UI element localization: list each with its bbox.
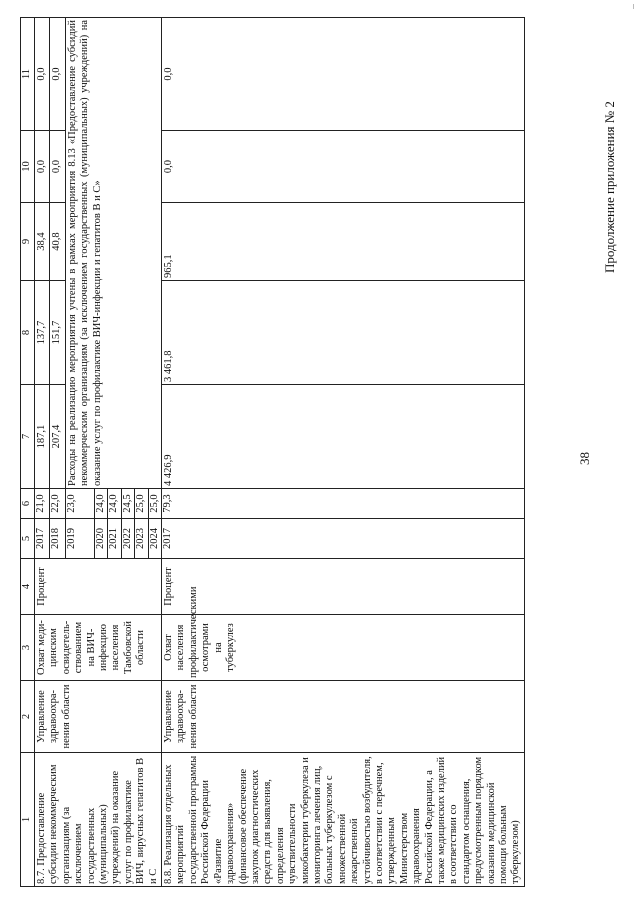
cost-total: 187,1 xyxy=(35,385,50,489)
cost-total: 207,4 xyxy=(50,385,65,489)
table-row xyxy=(162,18,525,887)
indicator-name: Охват меди-цинским освидетель-ствованием на ВИЧ-инфекцию населения Тамбовской области xyxy=(35,615,162,681)
unit: Процент xyxy=(162,559,525,615)
column-number: 10 xyxy=(21,131,35,203)
indicator-value: 24,0 xyxy=(95,489,108,519)
column-number: 5 xyxy=(21,519,35,559)
table-row xyxy=(35,18,50,887)
column-number: 6 xyxy=(21,489,35,519)
column-number: 11 xyxy=(21,18,35,131)
indicator-value: 24,0 xyxy=(108,489,121,519)
column-number: 2 xyxy=(21,681,35,753)
cost-federal: 151,7 xyxy=(50,281,65,385)
indicator-value: 22,0 xyxy=(50,489,65,519)
indicator-value: 25,0 xyxy=(135,489,148,519)
continuation-heading: Продолжение приложения № 2 xyxy=(602,101,617,273)
indicator-value: 79,3 xyxy=(162,489,525,519)
year: 2022 xyxy=(121,519,134,559)
page-number: 38 xyxy=(577,452,592,465)
year: 2020 xyxy=(95,519,108,559)
year: 2018 xyxy=(50,519,65,559)
year: 2024 xyxy=(148,519,161,559)
unit: Процент xyxy=(35,559,162,615)
executor: Управление здравоохра-нения области xyxy=(35,681,162,753)
cost-regional: 40,8 xyxy=(50,203,65,281)
cost-local: 0,0 xyxy=(35,131,50,203)
cost-regional: 38,4 xyxy=(35,203,50,281)
year: 2017 xyxy=(162,519,525,559)
expense-note: Расходы на реализацию мероприятия учтены в рамках мероприятия 8.13 «Предоставление субсидий некоммерческим организациям (за исключением государственных (муниципальных) учреждений) на оказание услуг по профилактике ВИЧ-инфекции и гепатитов В и С» xyxy=(65,18,161,489)
measure-name: 8.7. Предоставление субсидии некоммерческим организациям (за исключением государственных (муниципальных) учреждений) на оказание услуг по профилактике ВИЧ, вирусных гепатитов В и С xyxy=(35,753,162,887)
cost-regional: 965,1 xyxy=(162,203,525,281)
cost-local: 0,0 xyxy=(162,131,525,203)
cost-local: 0,0 xyxy=(50,131,65,203)
year: 2017 xyxy=(35,519,50,559)
indicator-name: Охват населения профилактическими осмотрами на туберкулез xyxy=(162,615,525,681)
column-number: 1 xyxy=(21,753,35,887)
column-number: 7 xyxy=(21,385,35,489)
year: 2019 xyxy=(65,519,94,559)
column-number: 9 xyxy=(21,203,35,281)
measure-name: 8.8. Реализация отдельных мероприятий государственной программы Российской Федерации «Развитие здравоохранения» (финансовое обеспечение закупок диагностических средств для выявления, определения чувствительности микобактерии туберкулеза и мониторинга лечения лиц, больных туберкулезом с множественной лекарственной устойчивостью возбудителя, в соответствии с перечнем, утвержденным Министерством здравоохранения Российской Федерации, а также медицинских изделий в соответствии со стандартом оснащения, предусмотренным порядком оказания медицинской помощи больным туберкулезом) xyxy=(162,753,525,887)
indicator-value: 24,5 xyxy=(121,489,134,519)
cost-other: 0,0 xyxy=(50,18,65,131)
indicator-value: 23,0 xyxy=(65,489,94,519)
cost-federal: 137,7 xyxy=(35,281,50,385)
column-number: 4 xyxy=(21,559,35,615)
executor: Управление здравоохра-нения области xyxy=(162,681,525,753)
measures-table xyxy=(20,17,525,887)
column-number-row xyxy=(21,18,35,887)
cost-other: 0,0 xyxy=(162,18,525,131)
indicator-value: 21,0 xyxy=(35,489,50,519)
cost-total: 4 426,9 xyxy=(162,385,525,489)
column-number: 8 xyxy=(21,281,35,385)
cost-federal: 3 461,8 xyxy=(162,281,525,385)
indicator-value: 25,0 xyxy=(148,489,161,519)
year: 2021 xyxy=(108,519,121,559)
column-number: 3 xyxy=(21,615,35,681)
year: 2023 xyxy=(135,519,148,559)
cost-other: 0,0 xyxy=(35,18,50,131)
